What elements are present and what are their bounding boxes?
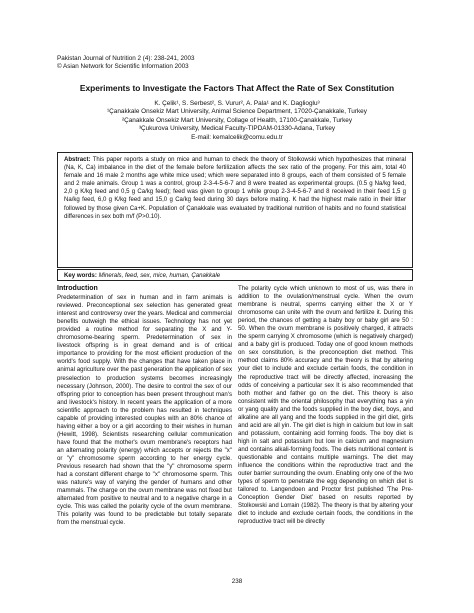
- page-number: 238: [231, 578, 243, 585]
- right-column: [238, 285, 413, 526]
- author-block: [40, 100, 434, 142]
- affiliation-3: ³Çukurova University, Medical Faculty-TIPDAM-01330-Adana, Turkey: [138, 125, 336, 133]
- author-email: E-mail: kemalcelik@comu.edu.tr: [191, 133, 283, 141]
- paper-title: Experiments to Investigate the Factors That Affect the Rate of Sex Constitution: [79, 83, 395, 93]
- author-names: K. Çelik¹, S. Serbest², S. Vurur², A. Pala¹ and K. Daglioglu³: [154, 100, 320, 107]
- keywords-text: Minerals, feed, sex, mice, human, Çanakkale: [98, 272, 221, 279]
- keywords-box: [57, 269, 413, 281]
- journal-header: [57, 55, 195, 71]
- right-column-paragraph: The polarity cycle which unknown to most of us, was there in addition to the ovulation/menstrual cycle. When the ovum membrane is neutral, sperms carrying either the X or Y chromosome can unite with the ovum and fertilize it. During this period, the chances of getting a baby boy or baby girl are 50 : 50. When the ovum membrane is positively charged, it attracts the sperm carrying X chromosome (which is negatively charged) and a baby girl is produced. Today one of good known methods on sex constitution, is the preconception diet method. This method claims 80% accuracy and the theory is that by altering your diet to include and exclude certain foods, the condition in the reproductive tract will be directly affected, increasing the odds of conceiving a particular sex It is also recommended that both mother and father go on the diet. This theory is also consistent with the oriental philosophy that everything has a yin or yang quality and the foods supplied in the boy diet, boys, and alkaline are all yang and the foods supplied in the girl diet, girls and acid are all yin. The girl diet is high in calcium but low in salt and potassium, containing acid forming foods. The boy diet is high in salt and potassium but low in calcium and magnesium and contains alkali-forming foods. The diets nutritional content is questionable and contains multiple warnings. The diet may influence the conditions within the reproductive tract and the outer barrier surrounding the ovum. Enabling only one of the two types of sperm to penetrate the egg depending on which diet is tailored to. Langendoen and Proctor first published 'The Pre-Conception Gender Diet' based on results reported by Stolkowski and Lorrain (1982). The theory is that by altering your diet to include and exclude certain foods, the conditions in the reproductive tract will be directly: [238, 285, 413, 526]
- journal-copyright: © Asian Network for Scientific Information 2003: [57, 63, 189, 71]
- abstract-text: This paper reports a study on mice and human to check the theory of Stolkowski which hypothesizes that mineral (Na, K, Ca) imbalance in the diet of the female before fertilization affects the sex ratio of the progeny. For this aim, total 40 female and 16 male 2 months age white mice used; which were separated into 8 groups, each of them consisted of 5 female and 2 male animals. Group 1 was a control, group 2-3-4-5-6-7 and 8 were treated as experimental groups. (0.5 g Na/kg feed, 2,0 g K/kg feed and 0,5 g Ca/kg feed); feed was given to group 1 while group 2-3-4-5-6-7 and 8 received in their feed 1,5 g Na/kg feed, 6,0 g K/kg feed and 15,0 g Ca/kg feed during 30 days before mating. K had the highest male ratio in their litter followed by those given Ca+K. Population of Çanakkale was evaluated by traditional nutrition of habits and no found statistical differences in sex both m/f (P>0.10).: [64, 157, 406, 220]
- keywords-label: Key words:: [64, 272, 97, 279]
- affiliation-1: ¹Çanakkale Onsekiz Mart University, Animal Science Department, 17020-Çanakkale, Turkey: [107, 108, 367, 116]
- intro-heading: Introduction: [57, 285, 98, 292]
- intro-paragraph: Predetermination of sex in human and in farm animals is reviewed. Preconceptional sex selection has generated great interest and controversy over the years. Medical and commercial benefits outweigh the ethical issues. Technology has not yet provided a routine method for separating the X and Y-chromosome-bearing sperm. Predetermination of sex in livestock offspring is in great demand and is of critical importance to providing for the most efficient production of the world's food supply. With the changes that have taken place in animal agriculture over the past generation the application of sex preselection to production systems becomes increasingly necessary (Johnson, 2000). The desire to control the sex of our offspring prior to conception has been present throughout man's and livestock's history. In recent years the application of a more scientific approach to the problem has resulted in techniques capable of providing interested couples with an 80% chance of having either a boy or a girl according to their wishes in human (Hewitt, 1998). Scientists researching cellular communication have found that the mother's ovum membrane's receptors had an alternating polarity (energy) which accepts or rejects the "x" or "y" chromosome sperm according to her energy cycle. Previous research had shown that the "y" chromosome sperm had a constant different charge to "x" chromosome sperm. This was nature's way of varying the gender of humans and other mammals. The charge on the ovum membrane was not fixed but alternated from positive to neutral and to a negative charge in a cycle. This was called the polarity cycle of the ovum membrane. This polarity was found to be predictable but totally separate from the menstrual cycle.: [57, 294, 232, 527]
- affiliation-2: ²Çanakkale Onsekiz Mart University, Collage of Health, 17100-Çanakkale, Turkey: [121, 116, 353, 124]
- abstract-box: [57, 152, 413, 268]
- journal-citation: Pakistan Journal of Nutrition 2 (4): 238-241, 2003: [57, 55, 195, 62]
- abstract-label: Abstract:: [64, 157, 91, 163]
- left-column: [57, 285, 232, 527]
